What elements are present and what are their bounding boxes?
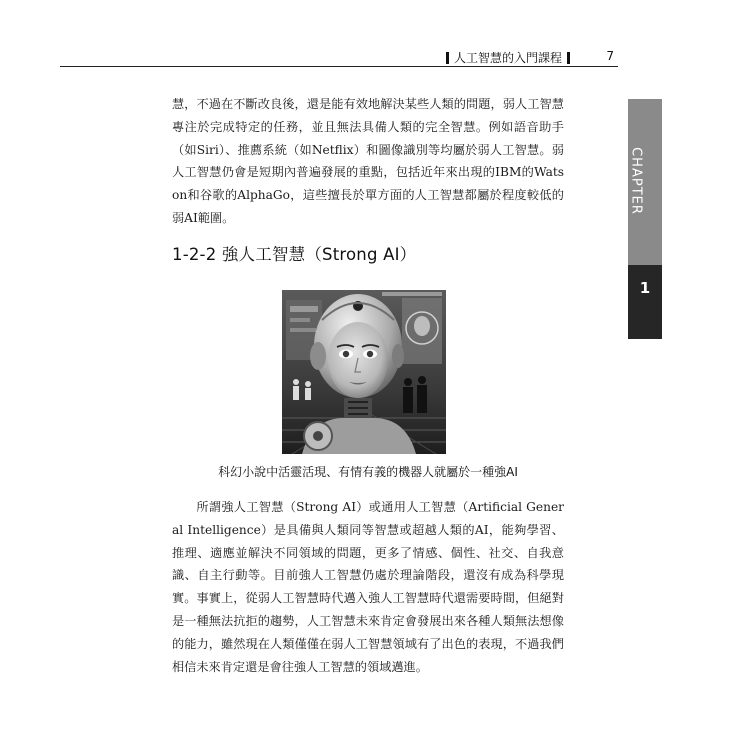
- chapter-tab: [628, 99, 662, 339]
- chapter-label: CHAPTER: [628, 147, 644, 215]
- paragraph-strong-ai: 所謂強人工智慧（Strong AI）或通用人工智慧（Artificial General Intelligence）是具備與人類同等智慧或超越人類的AI，能夠學習、推理、適應並解決不同領域的問題，更多了情感、個性、社交、自我意識、自主行動等。目前強人工智慧仍處於理論階段，還沒有成為科學現實。事實上，從弱人工智慧時代邁入強人工智慧時代還需要時間，但絕對是一種無法抗拒的趨勢，人工智慧未來肯定會發展出來各種人類無法想像的能力，雖然現在人類僅僅在弱人工智慧領域有了出色的表現，不過我們相信未來肯定還是會往強人工智慧的領域邁進。: [172, 500, 564, 674]
- header-title-text: 人工智慧的入門課程: [453, 51, 562, 65]
- running-header: [60, 48, 618, 67]
- header-bar-right: [567, 52, 570, 64]
- page-number: 7: [606, 49, 614, 63]
- chapter-label-box: [628, 99, 662, 265]
- header-title: [446, 49, 570, 66]
- robot-illustration: [282, 290, 446, 454]
- header-bar-left: [446, 52, 449, 64]
- section-heading: 1-2-2 強人工智慧（Strong AI）: [172, 245, 417, 264]
- paragraph-weak-ai: 慧，不過在不斷改良後，還是能有效地解決某些人類的問題，弱人工智慧專注於完成特定的任務，並且無法具備人類的完全智慧。例如語音助手（如Siri）、推薦系統（如Netflix）和圖像識別等均屬於弱人工智慧。弱人工智慧仍會是短期內普遍發展的重點，包括近年來出現的IBM的Watson和谷歌的AlphaGo，這些擅長於單方面的人工智慧都屬於程度較低的弱AI範圍。: [172, 97, 564, 225]
- chapter-number-box: [628, 265, 662, 339]
- chapter-number: 1: [639, 279, 651, 297]
- robot-illustration-art: [282, 290, 446, 454]
- figure-caption: 科幻小說中活靈活現、有情有義的機器人就屬於一種強AI: [218, 465, 518, 479]
